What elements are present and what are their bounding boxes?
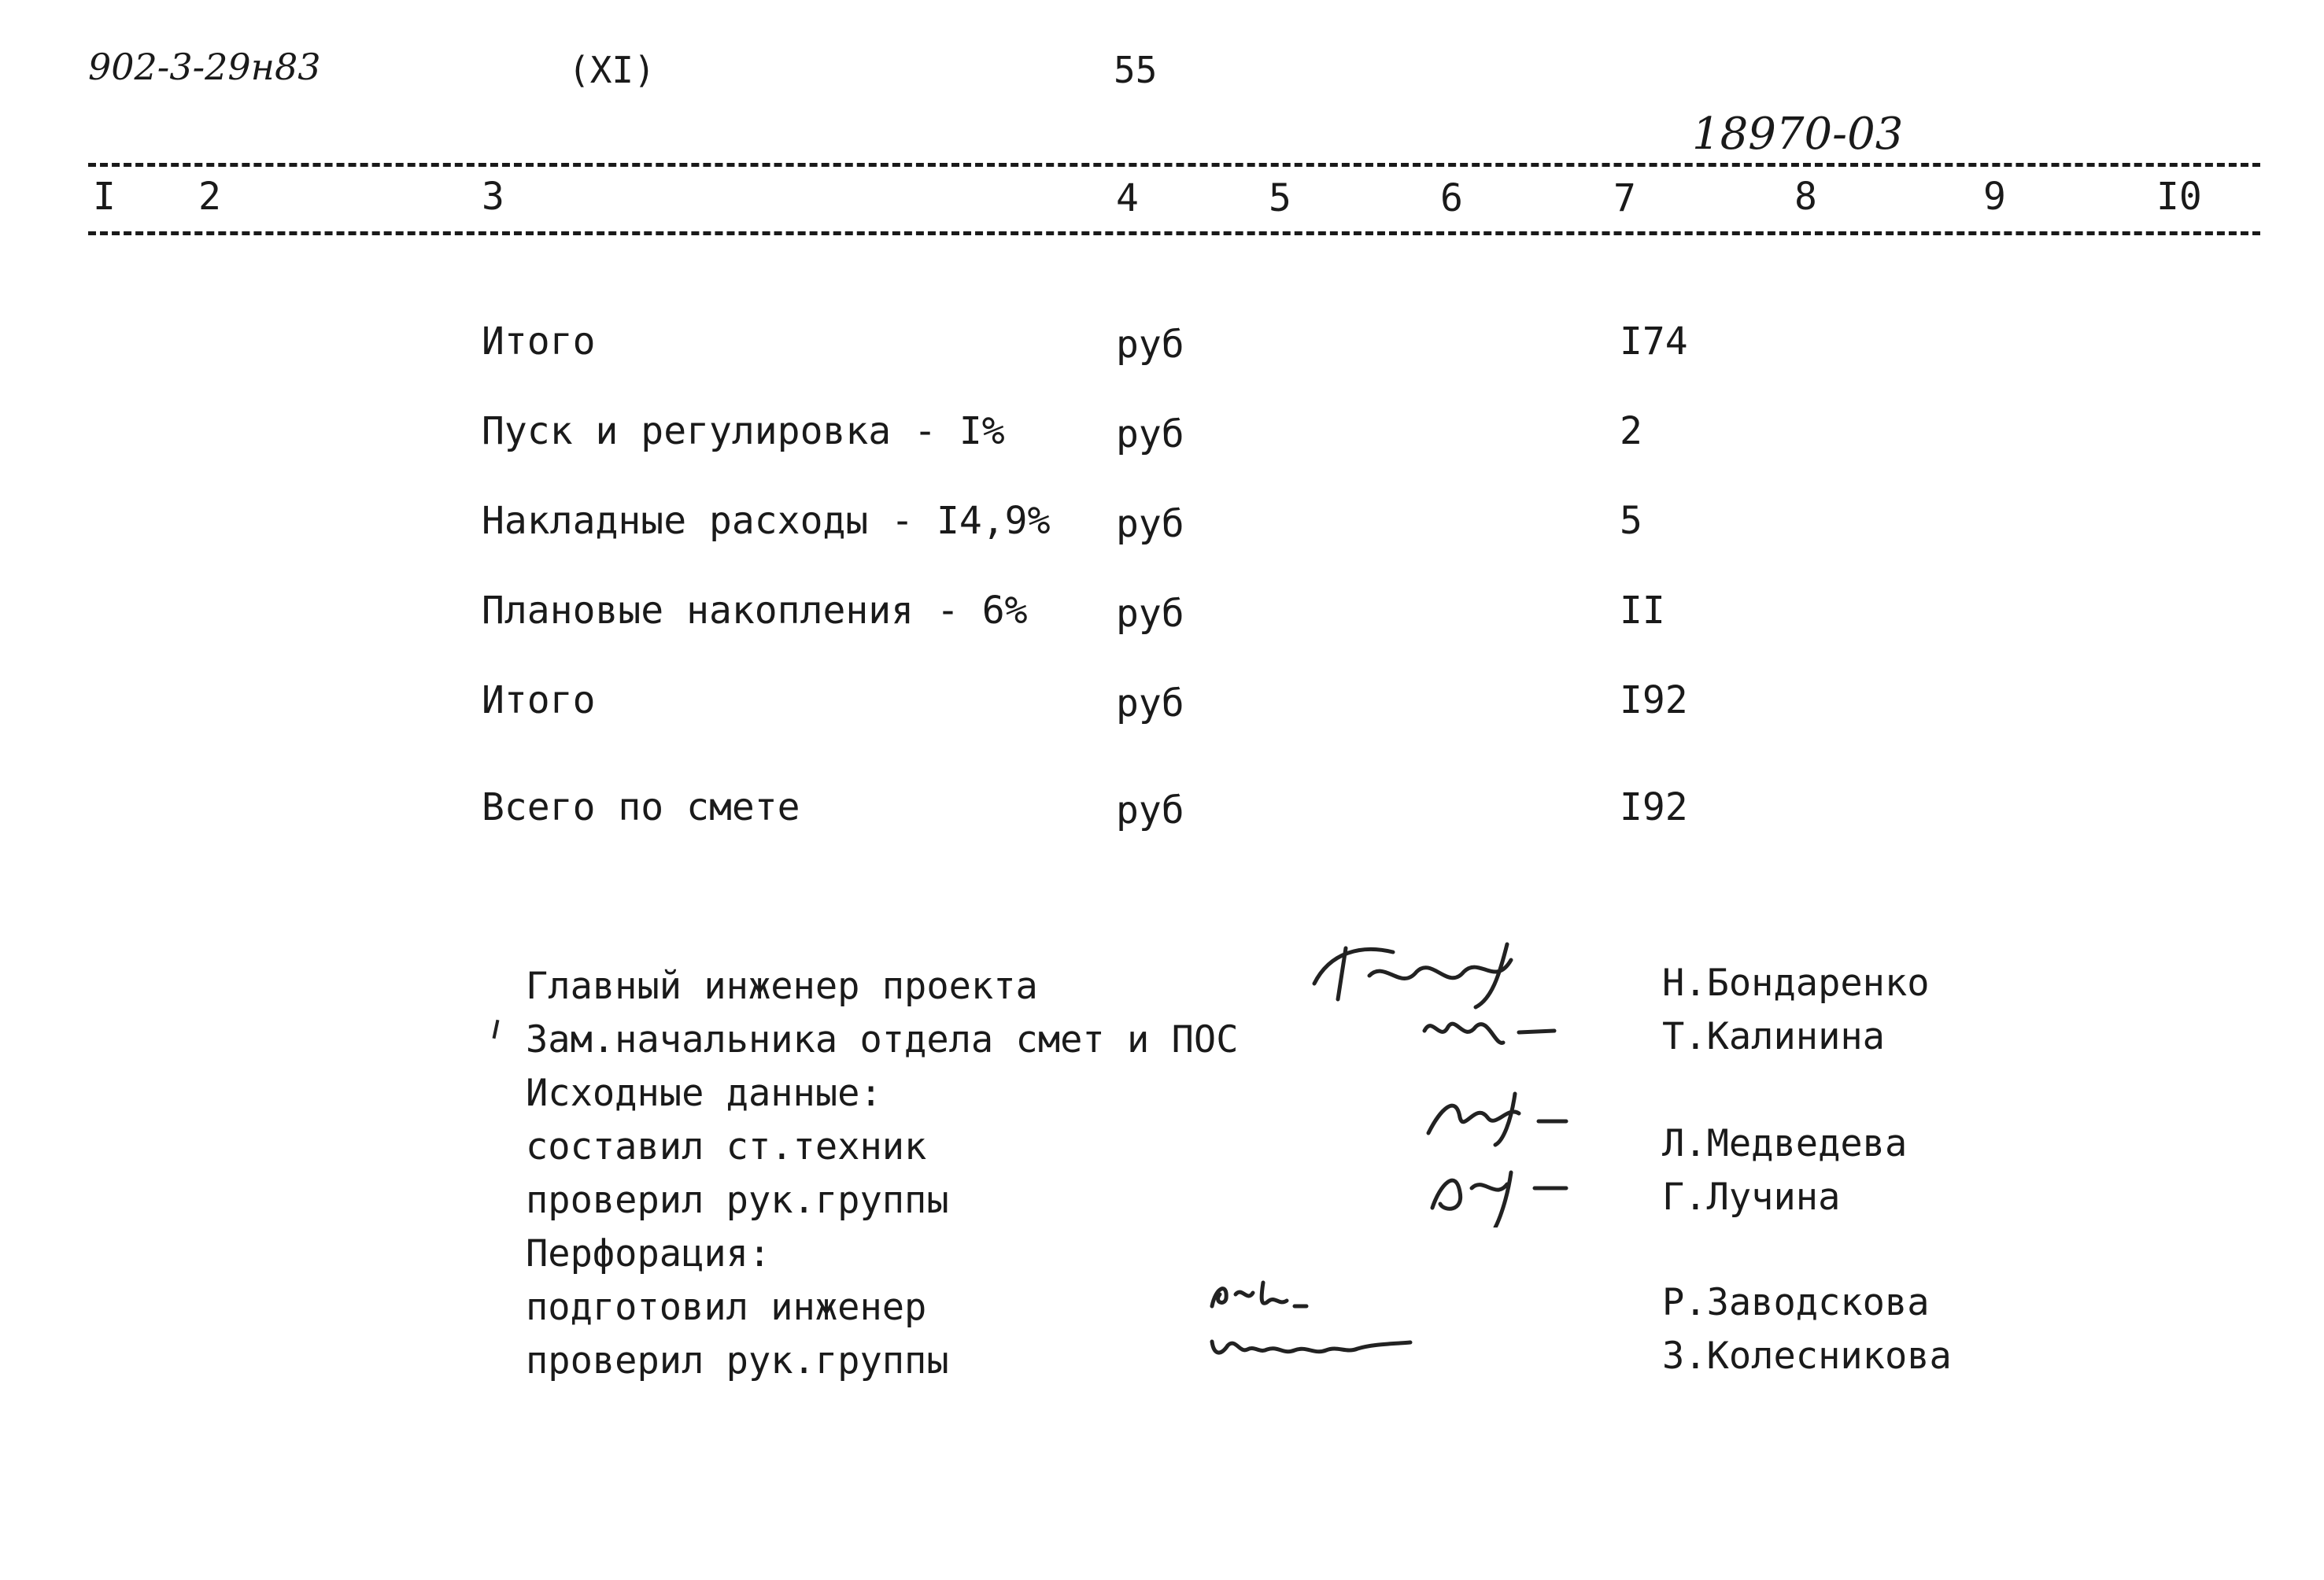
signature-role: Исходные данные: — [526, 1072, 882, 1115]
signature-name: Г.Лучина — [1662, 1176, 1841, 1219]
document-number: 18970-03 — [1692, 109, 1904, 160]
signature-scribble — [1417, 1157, 1574, 1227]
signature-role: Зам.начальника отдела смет и ПОС — [526, 1018, 1239, 1061]
signature-role: подготовил инженер — [526, 1286, 927, 1329]
signature-name: Р.Заводскова — [1662, 1281, 1930, 1324]
signature-scribble — [1204, 1271, 1346, 1318]
column-number: 3 — [482, 175, 504, 219]
signature-role: Перфорация: — [526, 1232, 771, 1275]
signature-scribble — [1417, 1086, 1574, 1149]
row-unit: руб — [1116, 323, 1184, 367]
column-number: 4 — [1116, 176, 1139, 220]
signature-role: Главный инженер проекта — [526, 965, 1038, 1008]
row-label: Итого — [482, 678, 596, 722]
section-label: (XI) — [568, 49, 656, 91]
column-number: 6 — [1440, 176, 1463, 220]
column-number: 9 — [1983, 175, 2006, 219]
signature-role: проверил рук.группы — [526, 1339, 949, 1382]
signature-scribble — [1417, 1007, 1574, 1054]
column-number: I — [93, 175, 116, 219]
signature-name: Т.Калинина — [1662, 1015, 1885, 1058]
signature-scribble — [1204, 1322, 1424, 1369]
header-top-rule — [88, 163, 2260, 167]
signature-name: Л.Медведева — [1662, 1122, 1908, 1165]
row-label: Пуск и регулировка - I% — [482, 409, 1005, 453]
signature-role: составил ст.техник — [526, 1125, 927, 1168]
row-value: I92 — [1620, 678, 1688, 722]
signature-scribble — [1299, 928, 1535, 1015]
row-value: 5 — [1620, 499, 1642, 543]
row-label: Итого — [482, 319, 596, 364]
row-value: 2 — [1620, 409, 1642, 453]
row-label: Всего по смете — [482, 785, 800, 829]
signature-name: Н.Бондаренко — [1662, 962, 1930, 1005]
row-value: I74 — [1620, 319, 1688, 364]
header-bottom-rule — [88, 231, 2260, 235]
column-number: 5 — [1269, 176, 1291, 220]
row-unit: руб — [1116, 412, 1184, 456]
signature-role: проверил рук.группы — [526, 1179, 949, 1222]
column-number: I0 — [2156, 175, 2202, 219]
column-number: 7 — [1613, 176, 1636, 220]
row-unit: руб — [1116, 788, 1184, 832]
row-value: II — [1620, 589, 1665, 633]
column-number: 2 — [198, 175, 221, 219]
row-value: I92 — [1620, 785, 1688, 829]
row-label: Плановые накопления - 6% — [482, 589, 1028, 633]
stray-mark — [493, 1020, 500, 1039]
row-unit: руб — [1116, 681, 1184, 725]
row-unit: руб — [1116, 502, 1184, 546]
row-label: Накладные расходы - I4,9% — [482, 499, 1051, 543]
page-number: 55 — [1114, 49, 1158, 91]
row-unit: руб — [1116, 592, 1184, 636]
project-code: 902-3-29н83 — [88, 46, 321, 88]
signature-name: З.Колесникова — [1662, 1335, 1952, 1378]
column-number: 8 — [1794, 175, 1817, 219]
